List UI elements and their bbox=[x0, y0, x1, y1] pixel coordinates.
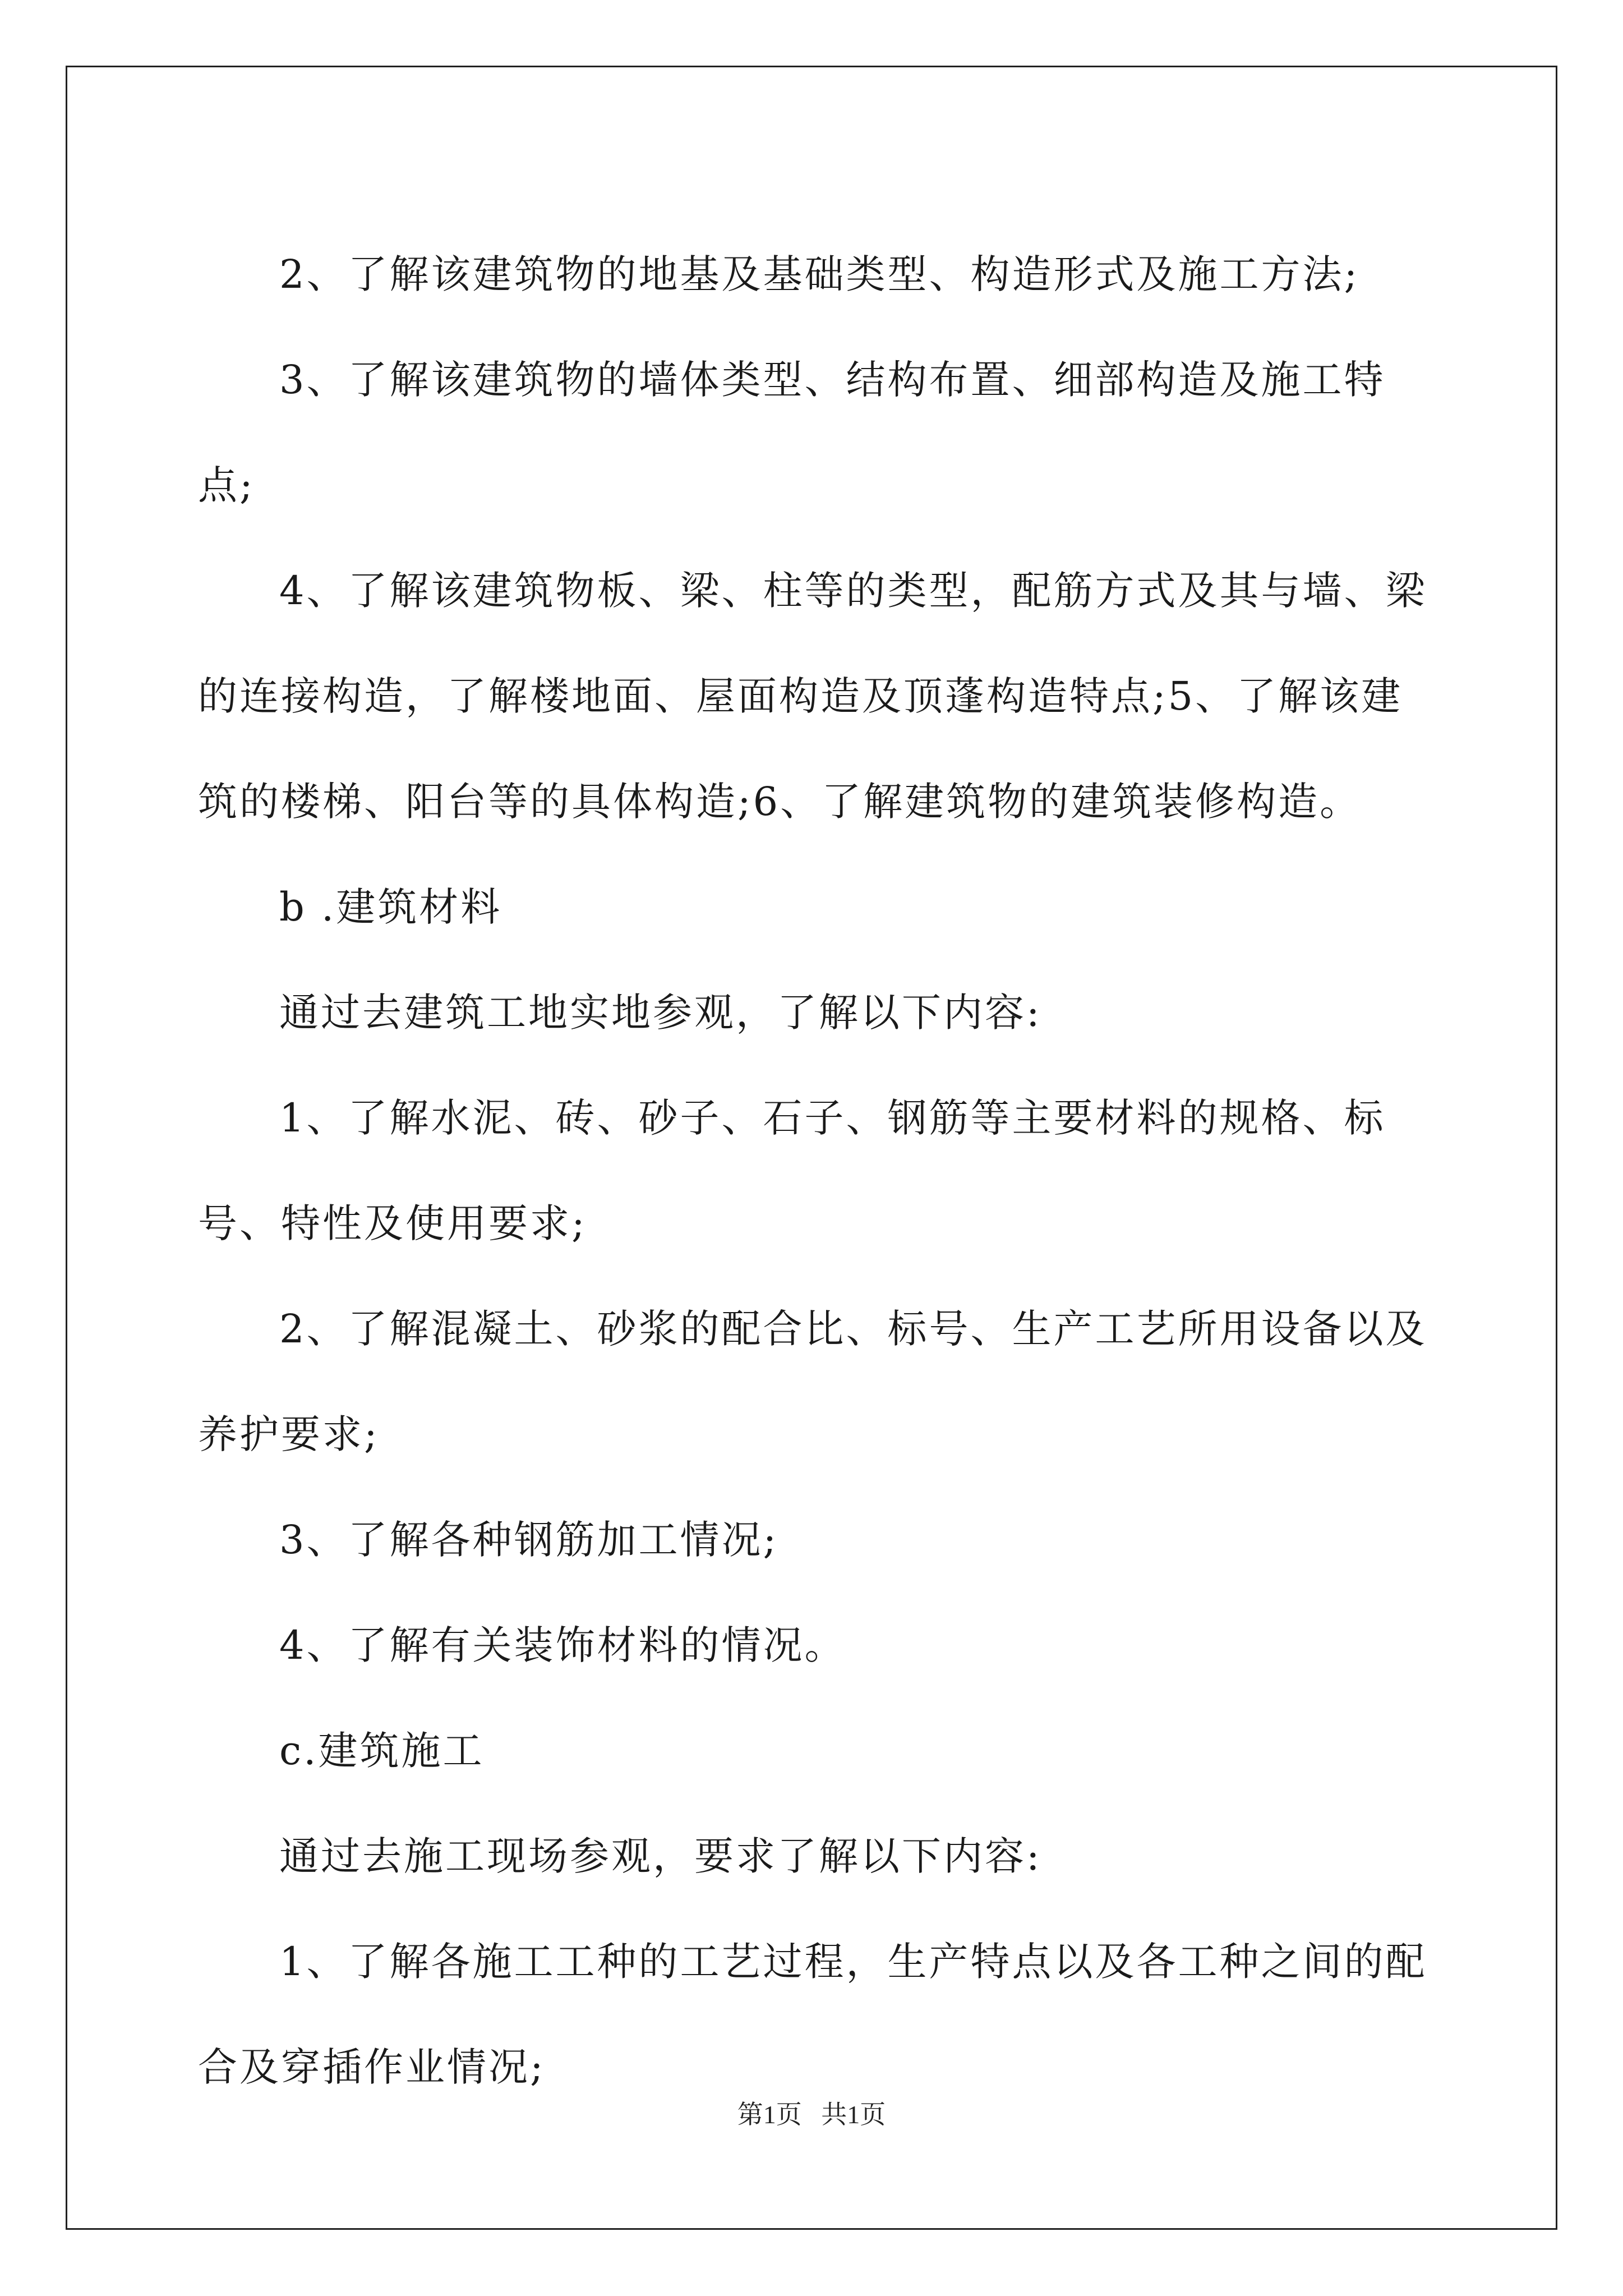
paragraph: 2、了解混凝土、砂浆的配合比、标号、生产工艺所用设备以及养护要求; bbox=[198, 1306, 1427, 1457]
document-body bbox=[198, 222, 1429, 2120]
paragraph: 3、了解该建筑物的墙体类型、结构布置、细部构造及施工特点; bbox=[198, 357, 1386, 508]
page-footer bbox=[0, 2098, 1623, 2132]
section-heading: c.建筑施工 bbox=[279, 1728, 485, 1774]
paragraph: 4、了解该建筑物板、梁、柱等的类型，配筋方式及其与墙、梁的连接构造，了解楼地面、屋面构造及顶蓬构造特点;5、了解该建筑的楼梯、阳台等的具体构造;6、了解建筑物的建筑装修构造。 bbox=[198, 568, 1427, 825]
paragraph: 通过去施工现场参观，要求了解以下内容: bbox=[279, 1833, 1042, 1879]
paragraph: 4、了解有关装饰材料的情况。 bbox=[279, 1622, 846, 1668]
paragraph: 通过去建筑工地实地参观，了解以下内容: bbox=[279, 990, 1042, 1036]
paragraph: 3、了解各种钢筋加工情况; bbox=[279, 1517, 779, 1563]
section-heading: b .建筑材料 bbox=[279, 884, 502, 930]
paragraph: 1、了解水泥、砖、砂子、石子、钢筋等主要材料的规格、标号、特性及使用要求; bbox=[198, 1095, 1386, 1246]
paragraph: 2、了解该建筑物的地基及基础类型、构造形式及施工方法; bbox=[279, 251, 1360, 297]
page-number: 第1页 bbox=[737, 2100, 802, 2129]
page-total: 共1页 bbox=[821, 2100, 886, 2129]
paragraph: 1、了解各施工工种的工艺过程，生产特点以及各工种之间的配合及穿插作业情况; bbox=[198, 1939, 1427, 2090]
